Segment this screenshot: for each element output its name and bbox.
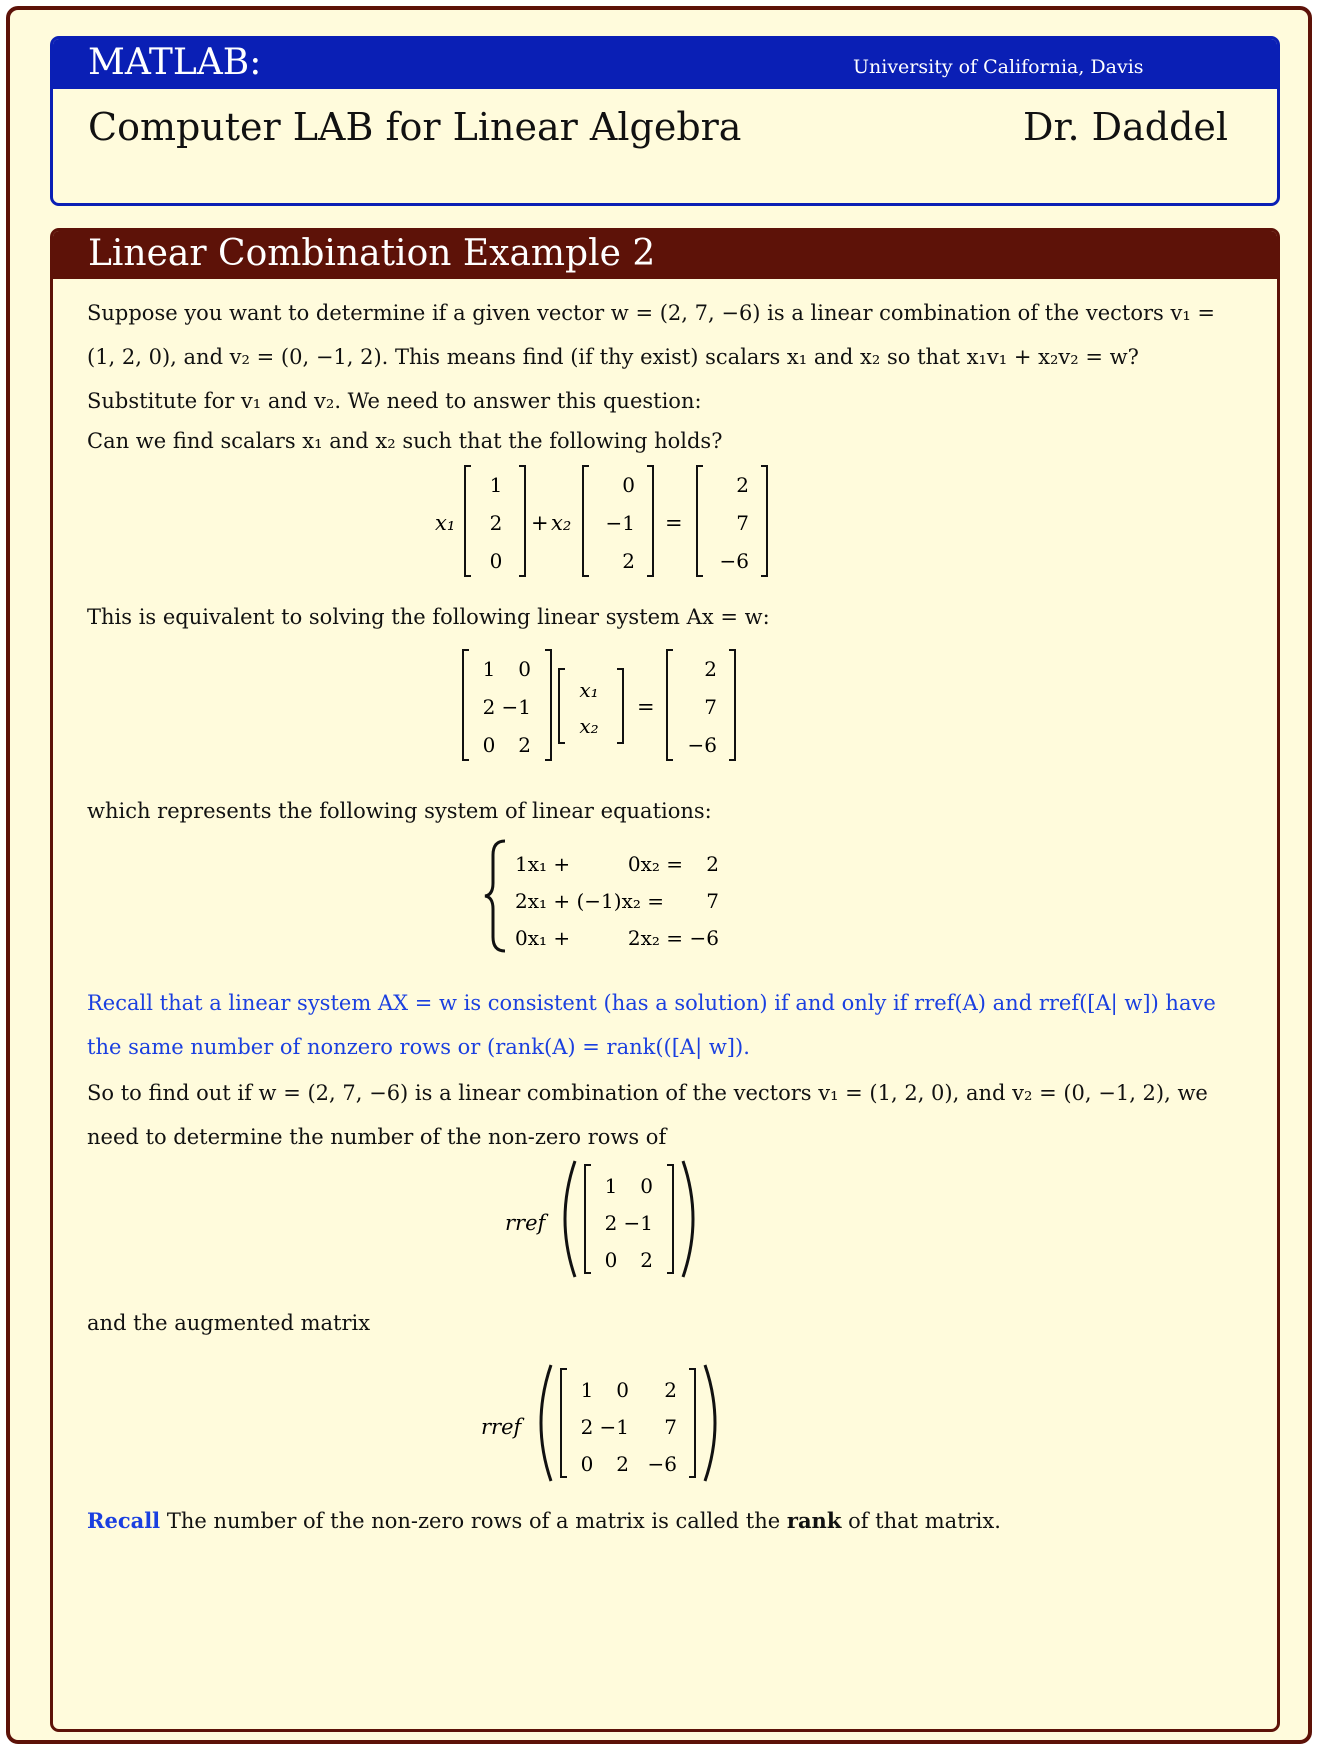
intro-paragraph: Suppose you want to determine if a given vector w = (2, 7, −6) is a linear combination of the vectors v₁ = (1, 2, 0), and v₂ = (0, −1, 2). This means find (if thy exist) scalars x₁ and x₂ so that x₁v₁ + x₂v₂ = w? Substitute for v₁ and v₂. We need to answer this question: [87, 301, 1216, 413]
system-paragraph: which represents the following system of linear equations: [87, 799, 712, 823]
page [6, 6, 1312, 1744]
equation-row: 2 [706, 852, 719, 876]
recall-text-end: of that matrix. [848, 1509, 1001, 1533]
bracket [647, 466, 653, 576]
a-entry: 0 [518, 657, 531, 681]
bracket [667, 1165, 673, 1273]
equation-row: 2x₂ = [627, 926, 683, 950]
aug-entry: 2 [664, 1378, 677, 1402]
section-band [53, 231, 1277, 279]
header-title: MATLAB: [88, 42, 262, 83]
a-entry: 0 [482, 733, 496, 757]
rref-label: rref [481, 1415, 522, 1439]
equation-row: 1x₁ + [515, 852, 571, 876]
a-entry: 2 [640, 1248, 653, 1272]
w-entry: 2 [704, 657, 717, 681]
left-brace [485, 841, 505, 951]
recall-consistency: Recall that a linear system AX = w is consistent (has a solution) if and only if rref(A) and rref([A| w]) have the same number of nonzero rows or (rank(A) = rank(([A| w]). [87, 991, 1216, 1059]
paren [541, 1365, 551, 1481]
equals-sign: = [637, 695, 655, 719]
x1-label: x₁ [435, 511, 456, 535]
aug-entry: 1 [580, 1378, 594, 1402]
linear-system-paragraph: This is equivalent to solving the following linear system Ax = w: [87, 605, 770, 629]
bracket [519, 466, 525, 576]
x-entry: x₂ [579, 714, 599, 738]
equation-system [483, 837, 743, 955]
bracket [761, 466, 767, 576]
augmented-paragraph: and the augmented matrix [87, 1311, 371, 1335]
a-entry: 2 [518, 733, 531, 757]
paren [683, 1161, 693, 1277]
rank-paragraph: So to find out if w = (2, 7, −6) is a linear combination of the vectors v₁ = (1, 2, 0), and v₂ = (0, −1, 2), we need to determine the number of the non-zero rows of [87, 1081, 1208, 1149]
equation-row: −6 [689, 926, 719, 950]
a-entry: 0 [640, 1174, 653, 1198]
instructor-name: Dr. Daddel [1023, 105, 1229, 149]
bracket [463, 650, 469, 760]
w-entry: 7 [704, 695, 717, 719]
question-paragraph: Can we find scalars x₁ and x₂ such that the following holds? [87, 429, 723, 453]
bracket [465, 466, 471, 576]
a-entry: 0 [604, 1248, 618, 1272]
a-entry: −1 [623, 1211, 653, 1235]
header-box [50, 36, 1280, 206]
recall-text: The number of the non-zero rows of a matrix is called the [166, 1509, 781, 1533]
recall-label: Recall [87, 1508, 161, 1533]
v2-entry: 2 [622, 549, 635, 573]
v2-entry: 0 [622, 473, 635, 497]
v1-entry: 2 [489, 511, 503, 535]
v2-entry: −1 [605, 511, 635, 535]
a-entry: 2 [604, 1211, 618, 1235]
rref-augmented [469, 1361, 769, 1485]
w-entry: 2 [736, 473, 749, 497]
section-title: Linear Combination Example 2 [88, 233, 656, 274]
vector-equation [423, 461, 783, 581]
paren [705, 1365, 715, 1481]
rref-label: rref [505, 1211, 546, 1235]
recall-rank [87, 1499, 1247, 1543]
equation-row: 7 [706, 889, 719, 913]
aug-entry: 0 [580, 1452, 594, 1476]
v1-entry: 1 [489, 473, 503, 497]
a-entry: −1 [501, 695, 531, 719]
bracket [585, 1165, 591, 1273]
bracket [583, 466, 589, 576]
section-box [50, 228, 1280, 1732]
equation-row: 2x₁ + (−1)x₂ = [515, 889, 664, 913]
aug-entry: 7 [664, 1415, 677, 1439]
bracket [697, 466, 703, 576]
bracket [729, 650, 735, 760]
bracket [689, 1369, 695, 1477]
bracket [545, 650, 551, 760]
matrix-equation [453, 645, 753, 765]
equals-sign: = [665, 511, 683, 535]
bracket [667, 650, 673, 760]
a-entry: 2 [482, 695, 496, 719]
w-entry: −6 [719, 549, 749, 573]
rref-a [493, 1157, 743, 1281]
aug-entry: −1 [599, 1415, 629, 1439]
paren [565, 1161, 575, 1277]
equation-row: 0x₂ = [627, 852, 683, 876]
bracket [617, 669, 623, 743]
x-entry: x₁ [579, 678, 599, 702]
rank-term: rank [786, 1508, 842, 1533]
bracket [561, 1369, 567, 1477]
a-entry: 1 [604, 1174, 618, 1198]
x2-label: x₂ [551, 511, 572, 535]
w-entry: 7 [736, 511, 749, 535]
v1-entry: 0 [489, 549, 503, 573]
equation-row: 0x₁ + [515, 926, 571, 950]
bracket [559, 669, 565, 743]
aug-entry: 2 [580, 1415, 594, 1439]
a-entry: 1 [482, 657, 496, 681]
w-entry: −6 [687, 733, 717, 757]
plus-sign: + [531, 511, 549, 535]
aug-entry: 2 [616, 1452, 629, 1476]
header-university: University of California, Davis [853, 56, 1144, 78]
header-band [53, 39, 1277, 89]
course-title: Computer LAB for Linear Algebra [88, 105, 742, 149]
aug-entry: 0 [616, 1378, 629, 1402]
aug-entry: −6 [647, 1452, 677, 1476]
